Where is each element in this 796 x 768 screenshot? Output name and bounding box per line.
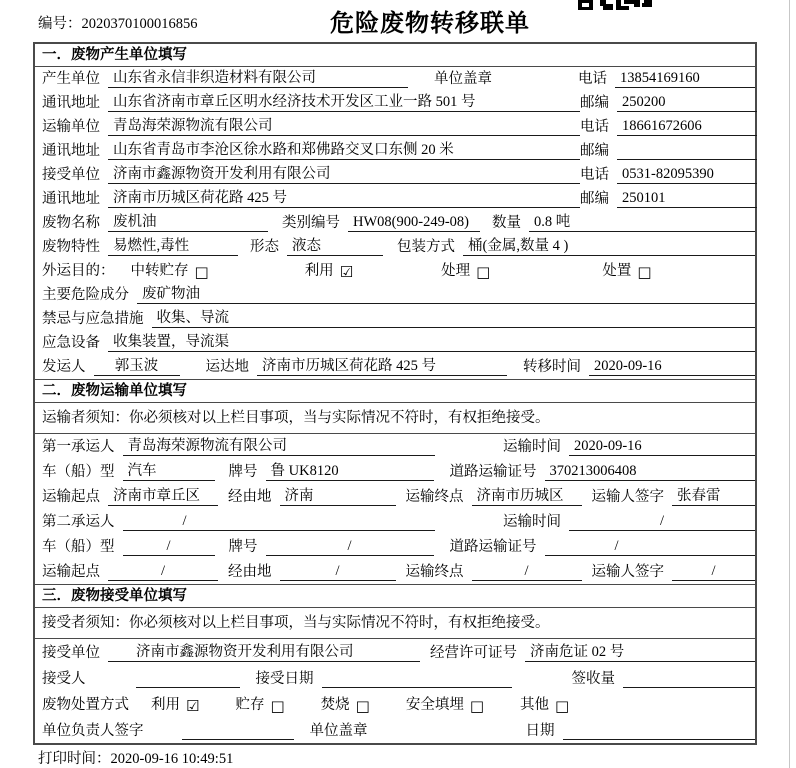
plate2-label: 牌号 [228, 539, 258, 555]
route-via2-value: / [280, 563, 396, 581]
producer-row [35, 67, 755, 91]
purpose-option-utilize [305, 259, 353, 280]
transfer-time-value: 2020-09-16 [589, 358, 755, 376]
producer-phone-value: 13854169160 [615, 70, 755, 88]
emergency-row [35, 307, 755, 331]
transporter-value: 青岛海荣源物流有限公司 [108, 114, 580, 136]
vehicle1-row [35, 459, 755, 484]
form-label: 形态 [250, 239, 279, 255]
transporter-sign2-label: 运输人签字 [591, 564, 664, 580]
print-time [38, 747, 233, 768]
transporter-notice: 运输者须知：你必须核对以上栏目事项，当与实际情况不符时，有权拒绝接受。 [35, 403, 755, 434]
accept-date-value [322, 671, 512, 688]
purpose-option-treat-text: 处理 [441, 263, 471, 279]
transporter-phone-value: 18661672606 [617, 118, 757, 136]
checkbox-transfer-storage: □ [194, 263, 209, 281]
hazard-label: 主要危险成分 [42, 287, 129, 303]
document-number [38, 12, 198, 33]
receiver-phone-label: 电话 [580, 167, 609, 183]
transporter-sign1-value: 张春雷 [672, 484, 755, 506]
producer-zip-label: 邮编 [580, 95, 609, 111]
purpose-option-dispose [602, 259, 651, 280]
checkbox-disposal-utilize: ☑ [186, 697, 200, 715]
receiver-label: 接受单位 [42, 167, 100, 183]
purpose-option-treat [441, 259, 490, 280]
receiver-address-value: 济南市历城区荷花路 425 号 [108, 186, 580, 208]
vehicle-type1-label: 车（船）型 [42, 464, 115, 480]
carrier1-value: 青岛海荣源物流有限公司 [123, 434, 435, 456]
waste-character-row [35, 235, 755, 259]
disposal-option-store-text: 贮存 [235, 697, 265, 713]
equipment-label: 应急设备 [42, 335, 100, 351]
accept-unit-row [35, 639, 755, 665]
print-time-label: 打印时间： [38, 751, 111, 767]
emergency-value: 收集、导流 [152, 306, 756, 328]
qr-code-icon [578, 0, 652, 10]
road-license1-label: 道路运输证号 [449, 464, 537, 480]
transporter-row [35, 115, 755, 139]
vehicle-type2-value: / [123, 538, 215, 556]
destination-label: 运达地 [205, 359, 249, 375]
producer-address-row [35, 91, 755, 115]
receiver-notice: 接受者须知：你必须核对以上栏目事项，当与实际情况不符时，有权拒绝接受。 [35, 608, 755, 639]
permit-value: 济南危证 02 号 [525, 640, 755, 662]
route-start1-label: 运输起点 [42, 489, 100, 505]
purpose-option-transfer-storage [131, 259, 209, 280]
shipper-value: 郭玉波 [94, 354, 180, 376]
route2-row [35, 559, 755, 584]
checkbox-treat: □ [476, 263, 491, 281]
leader-sign-value [182, 723, 294, 740]
producer-label: 产生单位 [42, 71, 100, 87]
hazard-row [35, 283, 755, 307]
plate1-label: 牌号 [228, 464, 258, 480]
disposal-option-other-text: 其他 [520, 697, 550, 713]
producer-zip-value: 250200 [617, 94, 757, 112]
receiver-row [35, 163, 755, 187]
carrier2-label: 第二承运人 [42, 514, 115, 530]
sign-qty-value [623, 671, 755, 688]
section2-title: 二．废物运输单位填写 [35, 379, 755, 403]
transporter-address-label: 通讯地址 [42, 143, 100, 159]
checkbox-disposal-landfill: □ [469, 697, 485, 715]
transfer-time-label: 转移时间 [523, 359, 581, 375]
road-license1-value: 370213006408 [545, 463, 756, 481]
route-end2-value: / [472, 563, 582, 581]
disposal-option-utilize-text: 利用 [151, 697, 180, 713]
carrier2-value: / [123, 513, 435, 531]
transport-time1-label: 运输时间 [503, 439, 561, 455]
transporter-sign1-label: 运输人签字 [591, 489, 664, 505]
hazard-value: 废矿物油 [137, 282, 755, 304]
manifest-table [33, 42, 757, 745]
transporter-address-row [35, 139, 755, 163]
category-value: HW08(900-249-08) [348, 214, 480, 232]
disposal-label: 废物处置方式 [42, 697, 129, 713]
disposal-option-landfill-text: 安全填埋 [405, 697, 464, 713]
route-via1-value: 济南 [280, 484, 396, 506]
disposal-option-store [235, 693, 284, 714]
vehicle-type1-value: 汽车 [123, 459, 215, 481]
receiver-zip-value: 250101 [617, 190, 757, 208]
waste-character-value: 易燃性,毒性 [108, 234, 238, 256]
disposal-option-incinerate-text: 焚烧 [320, 697, 350, 713]
shipper-row [35, 355, 755, 379]
date-value [563, 723, 756, 740]
carrier1-label: 第一承运人 [42, 439, 115, 455]
transporter-label: 运输单位 [42, 119, 100, 135]
accept-unit-label: 接受单位 [42, 645, 100, 661]
plate2-value: / [266, 538, 434, 556]
waste-name-value: 废机油 [108, 210, 268, 232]
print-time-value: 2020-09-16 10:49:51 [110, 751, 234, 767]
carrier1-row [35, 434, 755, 459]
route-start1-value: 济南市章丘区 [108, 484, 218, 506]
vehicle-type2-label: 车（船）型 [42, 539, 115, 555]
category-label: 类别编号 [282, 215, 340, 231]
road-license2-value: / [545, 538, 756, 556]
transport-time2-value: / [569, 513, 755, 531]
shipper-label: 发运人 [42, 359, 86, 375]
transporter-sign2-value: / [672, 563, 755, 581]
producer-phone-label: 电话 [578, 71, 607, 87]
disposal-option-other [520, 693, 569, 714]
emergency-label: 禁忌与应急措施 [42, 311, 144, 327]
waste-name-row [35, 211, 755, 235]
checkbox-dispose: □ [637, 263, 652, 281]
date-label: 日期 [525, 723, 555, 739]
producer-address-label: 通讯地址 [42, 95, 100, 111]
page-edge-line [789, 0, 790, 768]
receiver-address-label: 通讯地址 [42, 191, 100, 207]
section1-title: 一．废物产生单位填写 [35, 44, 755, 67]
document-number-label: 编号： [38, 16, 82, 32]
receiver-zip-label: 邮编 [580, 191, 609, 207]
transport-time1-value: 2020-09-16 [569, 438, 755, 456]
checkbox-utilize: ☑ [339, 263, 354, 281]
purpose-option-dispose-text: 处置 [602, 263, 632, 279]
disposal-option-utilize [151, 693, 199, 714]
leader-sign-row [35, 717, 755, 743]
checkbox-disposal-incinerate: □ [355, 697, 370, 715]
road-license2-label: 道路运输证号 [449, 539, 537, 555]
waste-name-label: 废物名称 [42, 215, 100, 231]
acceptor-value [136, 671, 240, 688]
sign-qty-label: 签收量 [571, 671, 615, 687]
purpose-label: 外运目的： [42, 263, 115, 279]
receiver-address-row [35, 187, 755, 211]
transporter-zip-label: 邮编 [580, 143, 609, 159]
form-value: 液态 [287, 234, 383, 256]
transporter-zip-value [617, 143, 757, 160]
producer-value: 山东省永信非织造材料有限公司 [108, 66, 408, 88]
unit-seal-label-2: 单位盖章 [309, 723, 368, 739]
quantity-label: 数量 [492, 215, 521, 231]
producer-address-value: 山东省济南市章丘区明水经济技术开发区工业一路 501 号 [108, 90, 580, 112]
destination-value: 济南市历城区荷花路 425 号 [257, 354, 507, 376]
receiver-phone-value: 0531-82095390 [617, 166, 757, 184]
unit-seal-label: 单位盖章 [434, 71, 492, 87]
disposal-option-landfill [406, 693, 484, 714]
transport-time2-label: 运输时间 [503, 514, 561, 530]
waste-character-label: 废物特性 [42, 239, 100, 255]
packing-value: 桶(金属,数量 4 ) [463, 234, 755, 256]
route-end1-label: 运输终点 [405, 489, 464, 505]
purpose-row [35, 259, 755, 283]
accept-unit-value: 济南市鑫源物资开发利用有限公司 [108, 640, 420, 662]
route-start2-value: / [108, 563, 218, 581]
checkbox-disposal-store: □ [270, 697, 285, 715]
quantity-value: 0.8 吨 [529, 210, 755, 232]
transporter-address-value: 山东省青岛市李沧区徐水路和郑佛路交叉口东侧 20 米 [108, 138, 580, 160]
route-via1-label: 经由地 [228, 489, 272, 505]
receiver-value: 济南市鑫源物资开发利用有限公司 [108, 162, 580, 184]
equipment-value: 收集装置，导流渠 [108, 330, 755, 352]
purpose-option-transfer-storage-text: 中转贮存 [130, 263, 189, 279]
route-end2-label: 运输终点 [405, 564, 464, 580]
acceptor-row [35, 665, 755, 691]
transporter-phone-label: 电话 [580, 119, 609, 135]
route-end1-value: 济南市历城区 [472, 484, 582, 506]
checkbox-disposal-other: □ [555, 697, 570, 715]
vehicle2-row [35, 534, 755, 559]
route-start2-label: 运输起点 [42, 564, 100, 580]
leader-sign-label: 单位负责人签字 [42, 723, 144, 739]
document-title: 危险废物转移联单 [330, 9, 530, 37]
disposal-option-incinerate [321, 693, 370, 714]
document-number-value: 2020370100016856 [81, 16, 198, 32]
equipment-row [35, 331, 755, 355]
purpose-option-utilize-text: 利用 [304, 263, 334, 279]
packing-label: 包装方式 [397, 239, 455, 255]
route1-row [35, 484, 755, 509]
plate1-value: 鲁 UK8120 [266, 459, 434, 481]
disposal-row [35, 691, 755, 717]
route-via2-label: 经由地 [228, 564, 272, 580]
permit-label: 经营许可证号 [430, 645, 517, 661]
carrier2-row [35, 509, 755, 534]
accept-date-label: 接受日期 [255, 671, 314, 687]
section3-title: 三．废物接受单位填写 [35, 584, 755, 608]
acceptor-label: 接受人 [42, 671, 86, 687]
